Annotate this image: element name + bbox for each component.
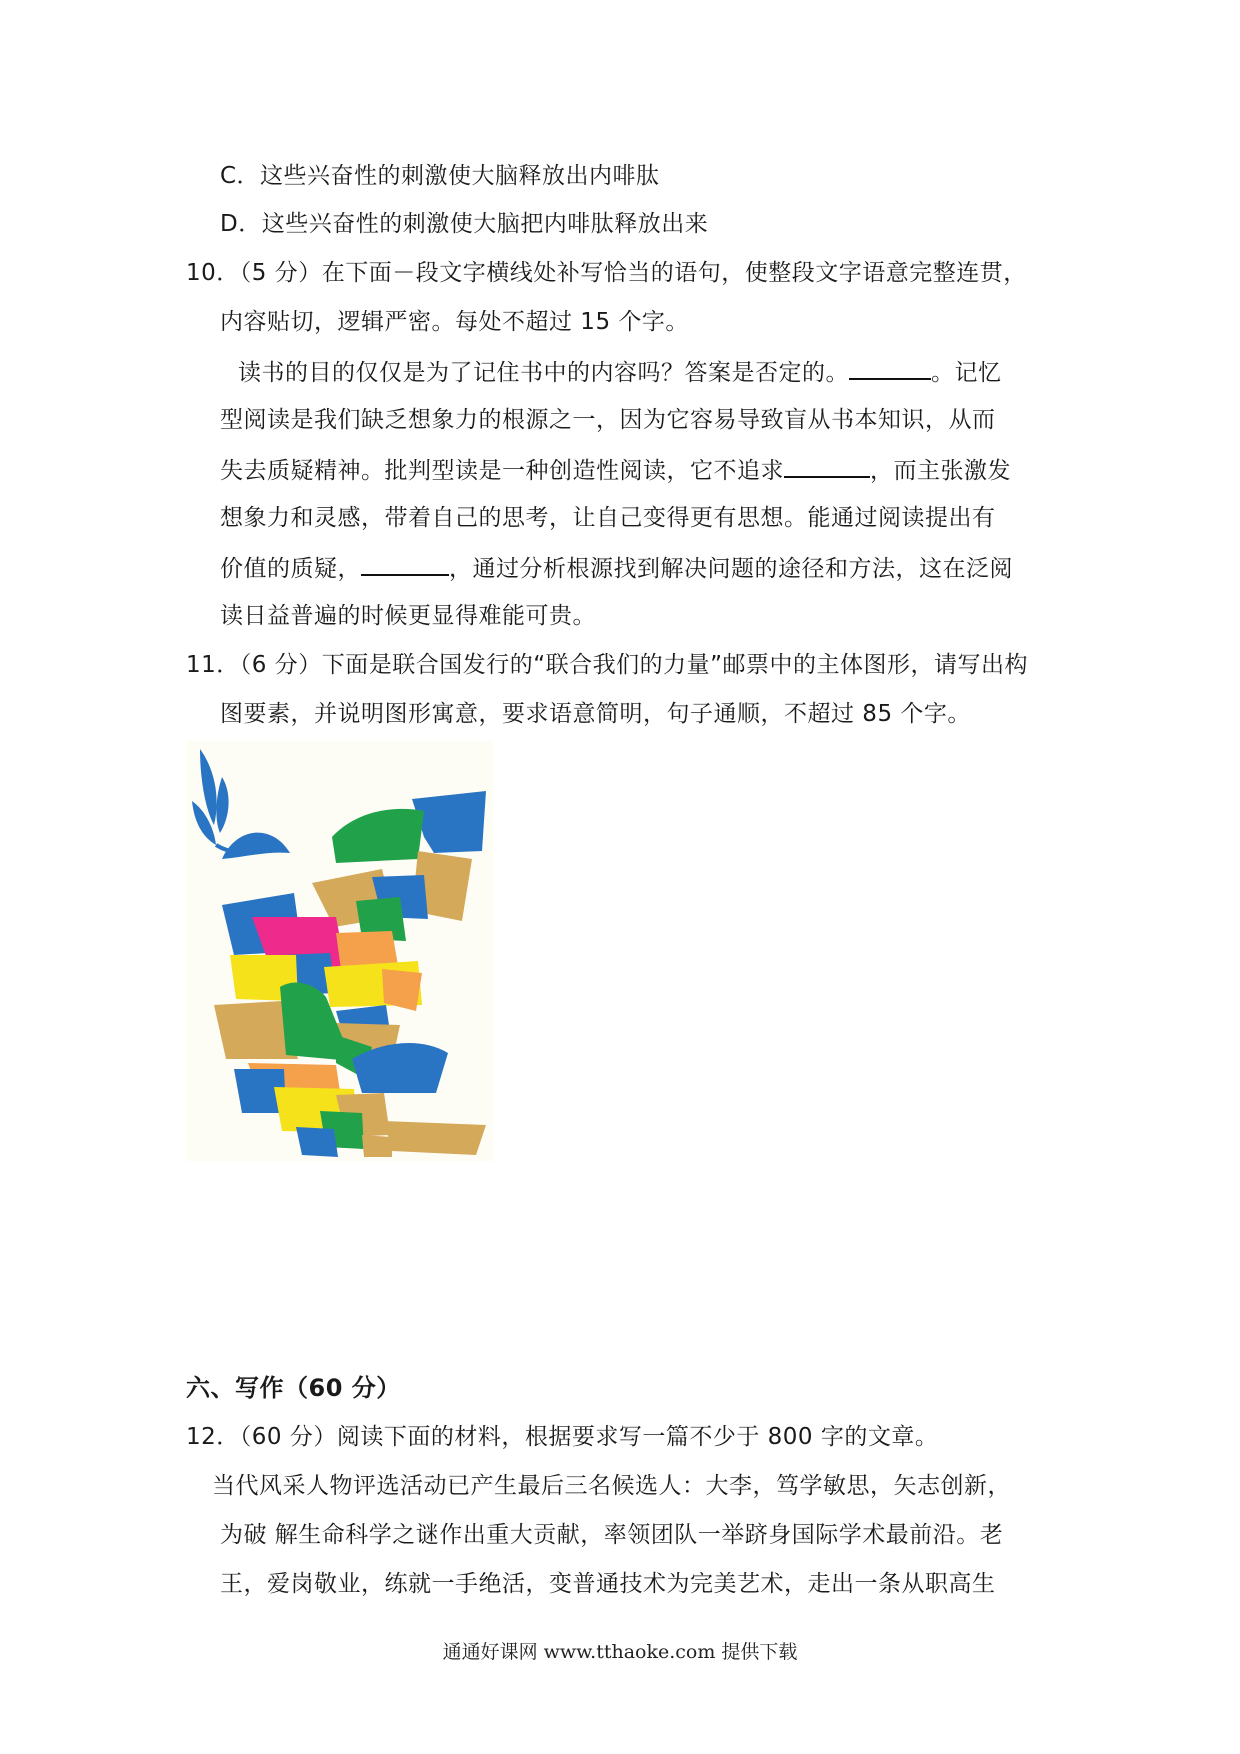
q10-passage-line3: [220, 454, 1011, 486]
flag-tan: [384, 1121, 486, 1155]
question-11-stem-line2: 图要素，并说明图形寓意，要求语意简明，句子通顺，不超过 85 个字。: [220, 701, 971, 727]
q10-text: 失去质疑精神。批判型读是一种创造性阅读，它不追求: [220, 458, 784, 484]
q12-material-line3: 王，爱岗敬业，练就一手绝活，变普通技术为完美艺术，走出一条从职高生: [220, 1571, 996, 1597]
flag-blue: [296, 1127, 338, 1157]
q10-text: 读书的目的仅仅是为了记住书中的内容吗？答案是否定的。: [238, 360, 849, 386]
option-c: C．这些兴奋性的刺激使大脑释放出内啡肽: [220, 163, 660, 189]
answer-blank-3[interactable]: [361, 552, 449, 576]
question-12-stem: 12．（60 分）阅读下面的材料，根据要求写一篇不少于 800 字的文章。: [186, 1424, 939, 1450]
q10-text: ，而主张激发: [870, 458, 1011, 484]
option-d: D．这些兴奋性的刺激使大脑把内啡肽释放出来: [220, 211, 709, 237]
q10-text: 价值的质疑，: [220, 556, 361, 582]
flag-tan: [362, 1135, 392, 1157]
q10-text: ，通过分析根源找到解决问题的途径和方法，这在泛阅: [449, 556, 1013, 582]
q12-material-line1: 当代风采人物评选活动已产生最后三名候选人：大李，笃学敏思，矢志创新，: [212, 1473, 1011, 1499]
answer-blank-2[interactable]: [784, 454, 870, 478]
q10-text: 。记忆: [931, 360, 1002, 386]
answer-blank-1[interactable]: [849, 356, 931, 380]
q10-passage-line4: 想象力和灵感，带着自己的思考，让自己变得更有思想。能通过阅读提出有: [220, 505, 996, 531]
q10-passage-line1: [238, 356, 1002, 388]
q12-material-line2: 为破 解生命科学之谜作出重大贡献，率领团队一举跻身国际学术最前沿。老: [220, 1522, 1004, 1548]
page-footer: 通通好课网 www.tthaoke.com 提供下载: [442, 1641, 798, 1663]
q10-passage-line2: 型阅读是我们缺乏想象力的根源之一，因为它容易导致盲从书本知识，从而: [220, 407, 996, 433]
question-10-stem-line1: 10．（5 分）在下面－段文字横线处补写恰当的语句，使整段文字语意完整连贯，: [186, 260, 1027, 286]
q10-passage-line5: [220, 552, 1013, 584]
q10-passage-line6: 读日益普遍的时候更显得难能可贵。: [220, 603, 596, 629]
question-11-stem-line1: 11．（6 分）下面是联合国发行的“联合我们的力量”邮票中的主体图形，请写出构: [186, 652, 1029, 678]
section-6-heading: 六、写作（60 分）: [186, 1374, 401, 1402]
dove-of-flags-stamp-icon: [186, 741, 494, 1161]
question-10-stem-line2: 内容贴切，逻辑严密。每处不超过 15 个字。: [220, 309, 689, 335]
